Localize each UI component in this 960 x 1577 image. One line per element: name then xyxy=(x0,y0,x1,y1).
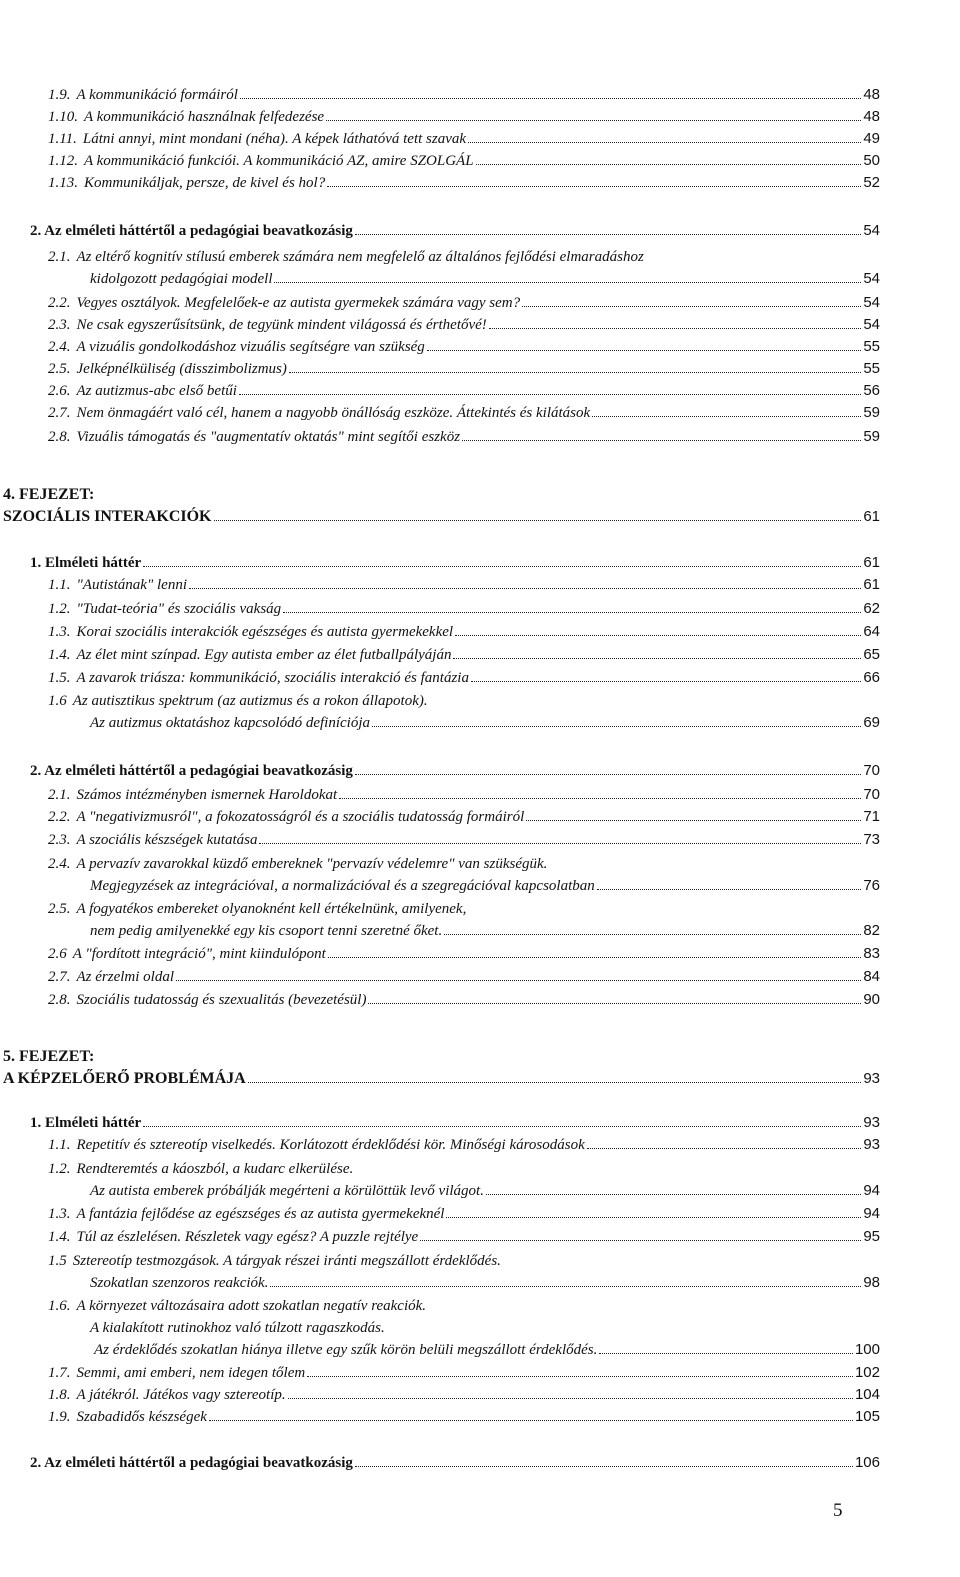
toc-entry: 2.3. A szociális készségek kutatása 73 xyxy=(48,831,880,848)
toc-entry-continuation: A kialakított rutinokhoz való túlzott ragaszkodás. xyxy=(90,1320,385,1336)
toc-entry: 2.5. A fogyatékos embereket olyanoknént kell értékelnünk, amilyenek, xyxy=(48,901,467,917)
toc-entry: 2.6 A "fordított integráció", mint kiindulópont 83 xyxy=(48,945,880,962)
toc-entry: 1.3. A fantázia fejlődése az egészséges és az autista gyermekeknél 94 xyxy=(48,1205,880,1222)
toc-entry: 1.13. Kommunikáljak, persze, de kivel és hol? 52 xyxy=(48,174,880,191)
toc-entry: 2.8. Vizuális támogatás és "augmentatív oktatás" mint segítői eszköz 59 xyxy=(48,428,880,445)
toc-entry: 1.8. A játékról. Játékos vagy sztereotíp. 104 xyxy=(48,1386,880,1403)
toc-entry: 1.2. "Tudat-teória" és szociális vakság 62 xyxy=(48,600,880,617)
toc-entry: 2.4. A pervazív zavarokkal küzdő embereknek "pervazív védelemre" van szükségük. xyxy=(48,856,548,872)
toc-entry: 2.1. Az eltérő kognitív stílusú emberek számára nem megfelelő az általános fejlődési elmaradáshoz xyxy=(48,249,644,265)
toc-entry-continuation: nem pedig amilyenekké egy kis csoport tenni szeretné őket. 82 xyxy=(90,922,880,939)
toc-entry: 1.11. Látni annyi, mint mondani (néha). A képek láthatóvá tett szavak 49 xyxy=(48,130,880,147)
chapter-title: A KÉPZELŐERŐ PROBLÉMÁJA 93 xyxy=(3,1070,880,1087)
toc-entry-continuation: Az érdeklődés szokatlan hiánya illetve egy szűk körön belüli megszállott érdeklődés. 100 xyxy=(94,1341,880,1358)
toc-entry: 1.4. Az élet mint színpad. Egy autista ember az élet futballpályáján 65 xyxy=(48,646,880,663)
page-number: 5 xyxy=(833,1500,843,1521)
toc-entry: 2.5. Jelképnélküliség (disszimbolizmus) 55 xyxy=(48,360,880,377)
toc-entry: 1.3. Korai szociális interakciók egészséges és autista gyermekekkel 64 xyxy=(48,623,880,640)
toc-entry: 2.2. Vegyes osztályok. Megfelelőek-e az autista gyermekek számára vagy sem? 54 xyxy=(48,294,880,311)
toc-entry-continuation: Megjegyzések az integrációval, a normalizációval és a szegregációval kapcsolatban 76 xyxy=(90,877,880,894)
toc-entry: 1.1. Repetitív és sztereotíp viselkedés. Korlátozott érdeklődési kör. Minőségi károsodások 93 xyxy=(48,1136,880,1153)
toc-entry: 2.8. Szociális tudatosság és szexualitás (bevezetésül) 90 xyxy=(48,991,880,1008)
toc-entry: 2.7. Nem önmagáért való cél, hanem a nagyobb önállóság eszköze. Áttekintés és kilátások 59 xyxy=(48,404,880,421)
toc-entry: 1.1. "Autistának" lenni 61 xyxy=(48,576,880,593)
toc-part-heading: 1. Elméleti háttér 93 xyxy=(30,1114,880,1131)
toc-entry: 1.7. Semmi, ami emberi, nem idegen tőlem 102 xyxy=(48,1364,880,1381)
chapter-label: 5. FEJEZET: xyxy=(3,1048,95,1065)
toc-entry: 2.1. Számos intézményben ismernek Haroldokat 70 xyxy=(48,786,880,803)
toc-entry: 2.3. Ne csak egyszerűsítsünk, de tegyünk mindent világossá és érthetővé! 54 xyxy=(48,316,880,333)
chapter-title: SZOCIÁLIS INTERAKCIÓK 61 xyxy=(3,508,880,525)
toc-part-heading: 2. Az elméleti háttértől a pedagógiai beavatkozásig 106 xyxy=(30,1454,880,1471)
toc-part-heading: 2. Az elméleti háttértől a pedagógiai beavatkozásig 54 xyxy=(30,222,880,239)
toc-entry: 1.6 Az autisztikus spektrum (az autizmus és a rokon állapotok). xyxy=(48,693,428,709)
toc-part-heading: 1. Elméleti háttér 61 xyxy=(30,554,880,571)
toc-entry: 1.12. A kommunikáció funkciói. A kommunikáció AZ, amire SZOLGÁL 50 xyxy=(48,152,880,169)
toc-entry: 2.4. A vizuális gondolkodáshoz vizuális segítségre van szükség 55 xyxy=(48,338,880,355)
toc-entry: 1.4. Túl az észlelésen. Részletek vagy egész? A puzzle rejtélye 95 xyxy=(48,1228,880,1245)
toc-entry: 1.2. Rendteremtés a káoszból, a kudarc elkerülése. xyxy=(48,1161,354,1177)
toc-entry-continuation: Szokatlan szenzoros reakciók. 98 xyxy=(90,1274,880,1291)
toc-entry-continuation: Az autizmus oktatáshoz kapcsolódó definíciója 69 xyxy=(90,714,880,731)
toc-entry: 2.7. Az érzelmi oldal 84 xyxy=(48,968,880,985)
toc-entry-continuation: Az autista emberek próbálják megérteni a körülöttük levő világot. 94 xyxy=(90,1182,880,1199)
toc-entry: 1.10. A kommunikáció használnak felfedezése 48 xyxy=(48,108,880,125)
toc-entry: 1.9. A kommunikáció formáiról 48 xyxy=(48,86,880,103)
toc-entry: 1.6. A környezet változásaira adott szokatlan negatív reakciók. xyxy=(48,1298,427,1314)
toc-entry: 2.2. A "negativizmusról", a fokozatosságról és a szociális tudatosság formáiról 71 xyxy=(48,808,880,825)
toc-entry: 1.9. Szabadidős készségek 105 xyxy=(48,1408,880,1425)
chapter-label: 4. FEJEZET: xyxy=(3,486,95,503)
toc-entry-continuation: kidolgozott pedagógiai modell 54 xyxy=(90,270,880,287)
toc-part-heading: 2. Az elméleti háttértől a pedagógiai beavatkozásig 70 xyxy=(30,762,880,779)
toc-entry: 1.5 Sztereotíp testmozgások. A tárgyak részei iránti megszállott érdeklődés. xyxy=(48,1253,501,1269)
toc-entry: 2.6. Az autizmus-abc első betűi 56 xyxy=(48,382,880,399)
toc-entry: 1.5. A zavarok triásza: kommunikáció, szociális interakció és fantázia 66 xyxy=(48,669,880,686)
